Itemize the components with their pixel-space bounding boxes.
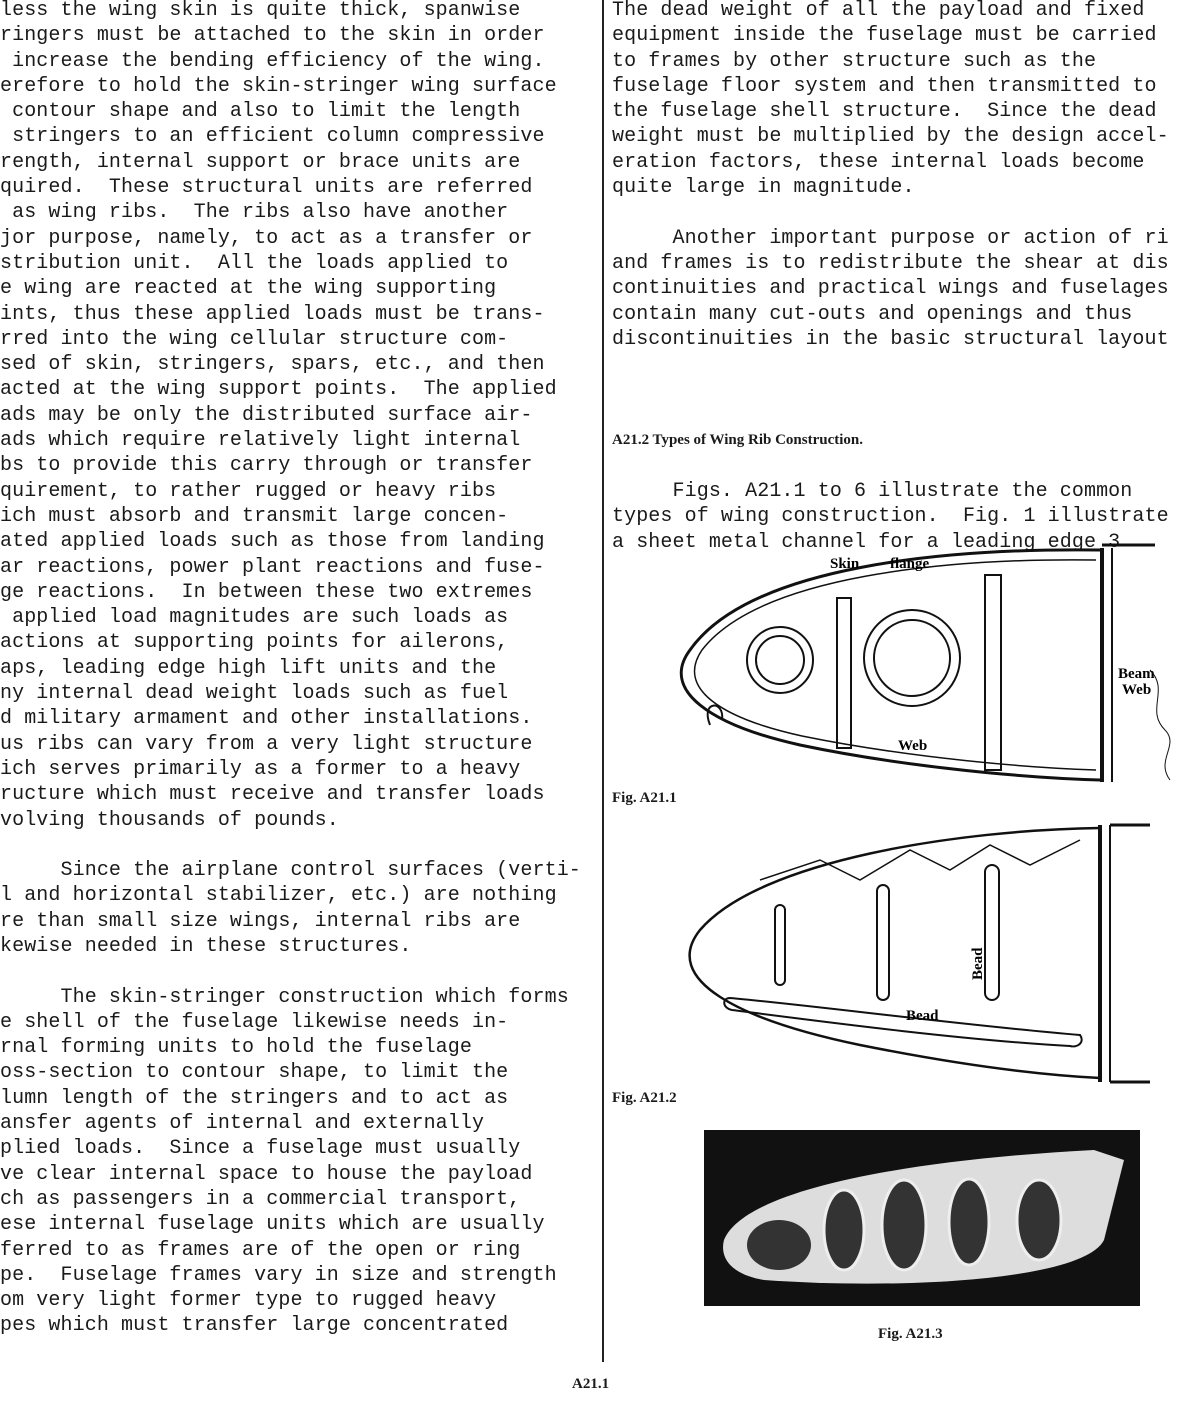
text-line: eration factors, these internal loads become	[612, 150, 1145, 174]
text-line: applied load magnitudes are such loads as	[0, 606, 509, 630]
text-line: kewise needed in these structures.	[0, 934, 412, 958]
figure-a21-1-rib-drawing	[650, 540, 1202, 800]
text-line: ructure which must receive and transfer loads	[0, 783, 545, 807]
section-heading: A21.2 Types of Wing Rib Construction.	[612, 432, 864, 448]
text-line: e wing are reacted at the wing supporting	[0, 277, 497, 301]
text-line: rnal forming units to hold the fuselage	[0, 1036, 472, 1060]
label-beam: Beam	[1118, 666, 1155, 682]
text-line: increase the bending efficiency of the wing.	[0, 49, 545, 73]
text-line: ints, thus these applied loads must be trans-	[0, 302, 545, 326]
text-line: ge reactions. In between these two extremes	[0, 580, 533, 604]
text-line: bs to provide this carry through or transfer	[0, 454, 533, 478]
text-line: the fuselage shell structure. Since the dead	[612, 100, 1157, 124]
text-line: a sheet metal channel for a leading edge 3	[612, 530, 1121, 554]
text-line: aps, leading edge high lift units and the	[0, 656, 497, 680]
text-line: rred into the wing cellular structure com-	[0, 327, 509, 351]
text-line: weight must be multiplied by the design accel-	[612, 125, 1169, 149]
text-line: quite large in magnitude.	[612, 176, 915, 200]
text-line: Another important purpose or action of ri	[612, 226, 1169, 250]
text-line: Since the airplane control surfaces (verti-	[0, 859, 581, 883]
text-line: volving thousands of pounds.	[0, 808, 339, 832]
text-line: ated applied loads such as those from landing	[0, 530, 545, 554]
text-line: sed of skin, stringers, spars, etc., and then	[0, 353, 545, 377]
label-bead-vertical: Bead	[970, 947, 986, 980]
figure-a21-1-caption: Fig. A21.1	[612, 790, 677, 806]
text-line: re than small size wings, internal ribs are	[0, 909, 521, 933]
figure-a21-2-rib-drawing	[660, 820, 1202, 1090]
text-line: d military armament and other installations.	[0, 707, 533, 731]
text-line: lumn length of the stringers and to act as	[0, 1086, 509, 1110]
left-text-column	[0, 0, 598, 1339]
text-line: less the wing skin is quite thick, spanwise	[0, 0, 521, 22]
text-line: erefore to hold the skin-stringer wing surface	[0, 74, 557, 98]
text-line: and frames is to redistribute the shear at dis	[612, 251, 1169, 275]
text-line: as wing ribs. The ribs also have another	[0, 201, 509, 225]
text-line: ferred to as frames are of the open or ring	[0, 1238, 521, 1262]
text-line: ich must absorb and transmit large concen-	[0, 504, 509, 528]
text-line: Figs. A21.1 to 6 illustrate the common	[612, 480, 1133, 503]
text-line: The skin-stringer construction which forms	[0, 985, 569, 1009]
text-line: ny internal dead weight loads such as fuel	[0, 682, 509, 706]
text-line: us ribs can vary from a very light structure	[0, 732, 533, 756]
text-line: l and horizontal stabilizer, etc.) are nothing	[0, 884, 557, 908]
text-line: to frames by other structure such as the	[612, 49, 1097, 73]
figure-a21-3-rib-photo	[704, 1130, 1140, 1306]
text-line: rength, internal support or brace units are	[0, 150, 521, 174]
text-line: stribution unit. All the loads applied to	[0, 251, 509, 275]
label-beam-web: Web	[1122, 682, 1152, 698]
text-line: quired. These structural units are referred	[0, 176, 533, 200]
text-line	[612, 200, 1169, 225]
text-line: fuselage floor system and then transmitted to	[612, 74, 1157, 98]
right-text-column-top	[612, 0, 1169, 352]
text-line: pe. Fuselage frames vary in size and strength	[0, 1263, 557, 1287]
text-line: stringers to an efficient column compressive	[0, 125, 545, 149]
text-line: ringers must be attached to the skin in order	[0, 24, 545, 48]
text-line: ch as passengers in a commercial transport,	[0, 1187, 521, 1211]
label-web: Web	[898, 738, 928, 754]
text-line: ads which require relatively light internal	[0, 429, 521, 453]
text-line: pes which must transfer large concentrated	[0, 1314, 509, 1338]
figure-a21-2-caption: Fig. A21.2	[612, 1090, 677, 1106]
text-line: ve clear internal space to house the payload	[0, 1162, 533, 1186]
text-line: ads may be only the distributed surface air-	[0, 403, 533, 427]
label-skin: Skin	[830, 556, 860, 572]
text-line: The dead weight of all the payload and fixed	[612, 0, 1145, 22]
text-line: ese internal fuselage units which are usually	[0, 1213, 545, 1237]
text-line: equipment inside the fuselage must be carried	[612, 24, 1157, 48]
text-line	[0, 959, 598, 984]
column-divider	[602, 0, 604, 1362]
text-line: actions at supporting points for ailerons,	[0, 631, 509, 655]
text-line: e shell of the fuselage likewise needs in-	[0, 1010, 509, 1034]
text-line: oss-section to contour shape, to limit the	[0, 1061, 509, 1085]
text-line: quirement, to rather rugged or heavy ribs	[0, 479, 497, 503]
label-bead-horizontal: Bead	[906, 1008, 939, 1024]
text-line: contour shape and also to limit the length	[0, 100, 521, 124]
text-line: plied loads. Since a fuselage must usually	[0, 1137, 521, 1161]
page-number: A21.1	[572, 1376, 610, 1392]
label-flange: flange	[890, 556, 930, 572]
text-line: jor purpose, namely, to act as a transfer or	[0, 226, 533, 250]
text-line: contain many cut-outs and openings and thus	[612, 302, 1133, 326]
text-line	[0, 833, 598, 858]
text-line: ansfer agents of internal and externally	[0, 1112, 485, 1136]
text-line: acted at the wing support points. The applied	[0, 378, 557, 402]
text-line: om very light former type to rugged heavy	[0, 1289, 497, 1313]
text-line: types of wing construction. Fig. 1 illustrate	[612, 505, 1169, 529]
figure-a21-3-caption: Fig. A21.3	[878, 1326, 943, 1342]
text-line: continuities and practical wings and fuselages	[612, 277, 1169, 301]
text-line: ar reactions, power plant reactions and fuse-	[0, 555, 545, 579]
text-line: discontinuities in the basic structural layout	[612, 327, 1169, 351]
text-line: ich serves primarily as a former to a heavy	[0, 757, 521, 781]
